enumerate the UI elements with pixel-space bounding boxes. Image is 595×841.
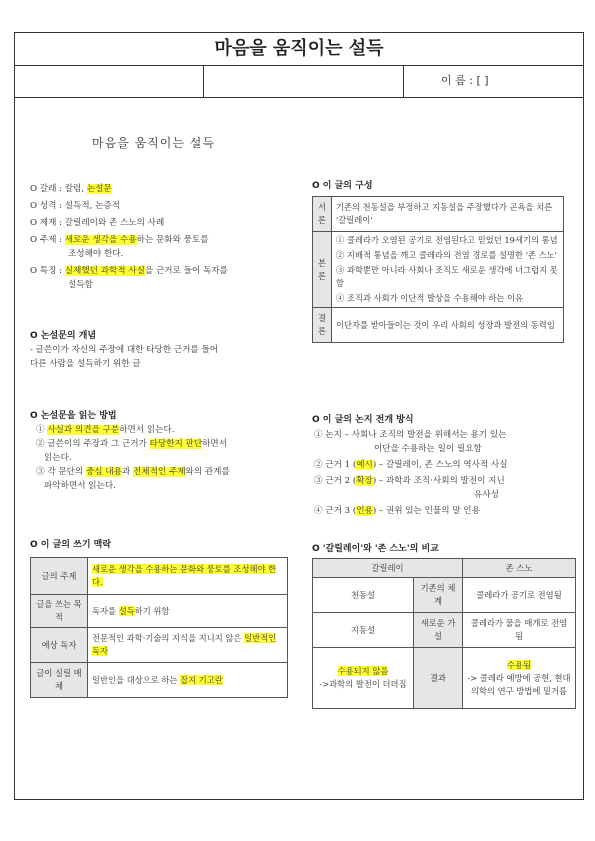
logic-list: ① 논지 – 사회나 조직의 발전을 위해서는 용기 있는 이단을 수용하는 일이 필요함 ② 근거 1 (예시) – 갈릴레이, 존 스노의 역사적 사실 ③ 근거 2 (확장) – 과학과 조직·사회의 발전이 지닌 유사성 ④ 근거 3 (인용) – 권위 있는 인물의 말 인용 — [314, 430, 508, 516]
method-3: ③ 각 문단의 중심 내용과 전체적인 주제와의 관계를 — [36, 467, 230, 477]
table-row: 글이 실릴 매체 일반인을 대상으로 하는 잡지 기고란 — [31, 663, 288, 698]
info-item-character: O 성격 : 설득적, 논증적 — [30, 201, 121, 211]
compare-table — [312, 558, 576, 709]
concept-text: - 글쓴이가 자신의 주장에 대한 타당한 근거를 들어 다른 사람을 설득하기 위한 글 — [30, 345, 219, 369]
compare-heading: O '갈릴레이'와 '존 스노'의 비교 — [312, 544, 439, 554]
methods-list: ① 사실과 의견을 구분하면서 읽는다. ② 글쓴이의 주장과 그 근거가 타당한지 판단하면서 읽는다. ③ 각 문단의 중심 내용과 전체적인 주제와의 관계를 파악하면서 읽는다. — [36, 423, 311, 493]
info-item-genre: O 갈래 : 칼럼, 논설문 — [30, 184, 112, 194]
table-row: 글을 쓰는 목적 독자를 설득하기 위함 — [31, 595, 288, 628]
logic-heading: O 이 글의 논지 전개 방식 — [312, 415, 414, 425]
name-field[interactable]: 이 름 : [ ] — [441, 74, 489, 87]
structure-heading: O 이 글의 구성 — [312, 181, 373, 191]
method-2: ② 글쓴이의 주장과 그 근거가 타당한지 판단하면서 — [36, 439, 228, 449]
header-title: 마음을 움직이는 설득 — [15, 33, 583, 66]
info-item-subject: O 제재 : 갈릴레이와 존 스노의 사례 — [30, 218, 165, 228]
document-title: 마음을 움직이는 설득 — [92, 136, 215, 150]
structure-table — [312, 196, 564, 343]
info-list — [30, 182, 300, 292]
table-row: 서론 기존의 천동설을 부정하고 지동설을 주장했다가 곤욕을 치른 '갈릴레이' — [313, 197, 564, 232]
header-box — [14, 32, 584, 98]
concept-heading: O 논설문의 개념 — [30, 331, 97, 341]
info-item-theme-cont: 조성해야 한다. — [68, 249, 124, 259]
table-row: 지동설 새로운 가설 콜레라가 물을 매개로 전염됨 — [313, 613, 576, 648]
table-row: 예상 독자 전문적인 과학·기술의 지식을 지니지 않은 일반적인 독자 — [31, 628, 288, 663]
context-table — [30, 557, 288, 698]
method-1: ① 사실과 의견을 구분하면서 읽는다. — [36, 425, 175, 435]
table-row: 결론 이단자를 받아들이는 것이 우리 사회의 성장과 발전의 동력임 — [313, 308, 564, 343]
context-heading: O 이 글의 쓰기 맥락 — [30, 540, 112, 550]
methods-heading: O 논설문을 읽는 방법 — [30, 411, 117, 421]
table-row: 천동설 기존의 체계 콜레라가 공기로 전염됨 — [313, 578, 576, 613]
info-item-feature: O 특징 : 실제했던 과학적 사실을 근거로 들어 독자를 — [30, 266, 228, 276]
table-row: 수용되지 않음 ->과학의 발전이 더뎌짐 결과 수용됨 -> 콜레라 예방에 공헌, 현대 의학의 연구 방법에 밑거름 — [313, 648, 576, 709]
table-row: 글의 주제 새로운 생각을 수용하는 문화와 풍토를 조성해야 한다. — [31, 558, 288, 595]
table-row: 갈릴레이 존 스노 — [313, 559, 576, 578]
table-row: 본론 ① 콜레라가 오염된 공기로 전염된다고 믿었던 19세기의 통념 ② 지배적 통념을 깨고 콜레라의 전염 경로를 설명한 '존 스노' ③ 과학뿐만 아니라 사회나 조직도 새로운 생각에 너그럽지 못함 ④ 조직과 사회가 이단적 발상을 수용해야 하는 이유 — [313, 232, 564, 308]
info-item-feature-cont: 설득함 — [68, 280, 93, 290]
header-cell-1 — [15, 65, 204, 97]
header-cell-2 — [203, 65, 404, 97]
info-item-theme: O 주제 : 새로운 생각을 수용하는 문화와 풍토를 — [30, 235, 209, 245]
